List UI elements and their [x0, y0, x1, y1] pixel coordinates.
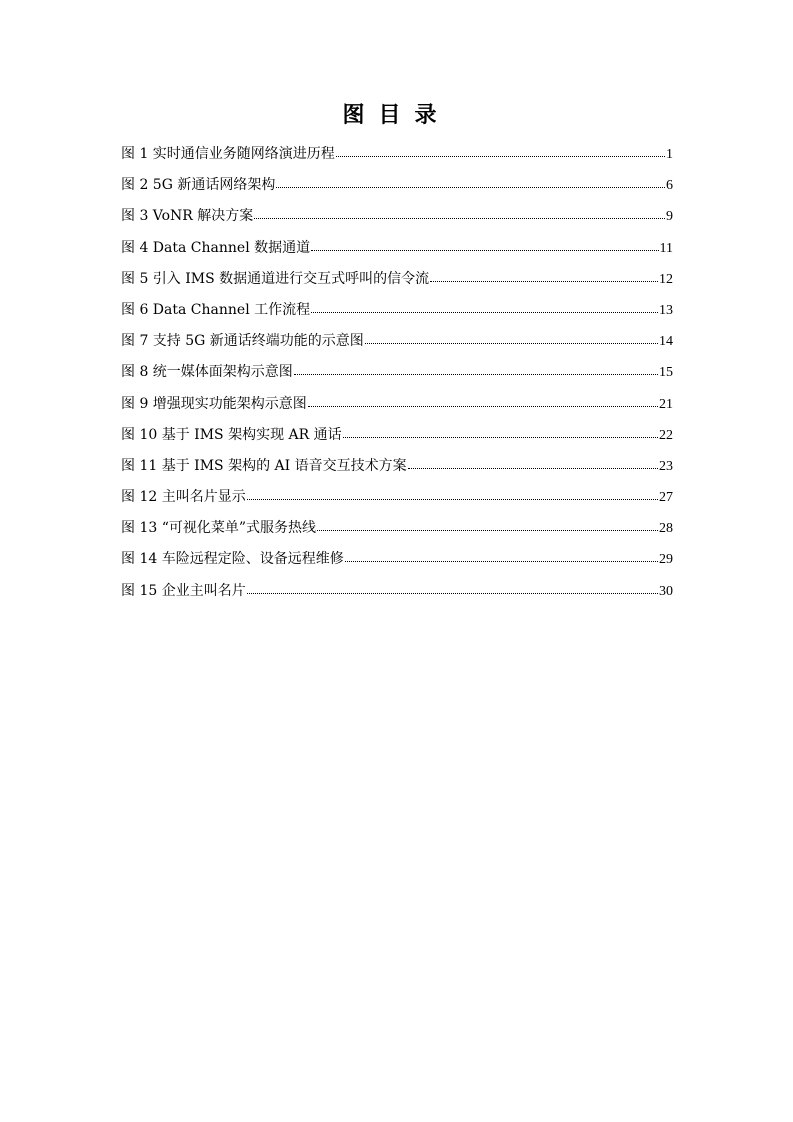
toc-entry-label: 图 8 统一媒体面架构示意图	[121, 364, 293, 381]
toc-entry-label: 图 5 引入 IMS 数据通道进行交互式呼叫的信令流	[121, 270, 430, 287]
toc-entry-page: 6	[666, 178, 673, 194]
toc-entry[interactable]	[121, 515, 673, 546]
toc-entry[interactable]	[121, 453, 673, 484]
toc-entry-page: 9	[666, 209, 673, 225]
dot-leader	[247, 579, 658, 594]
toc-entry-page: 13	[659, 302, 673, 318]
toc-entry-page: 1	[666, 147, 673, 162]
dot-leader	[247, 485, 658, 500]
toc-entry-label: 图 9 增强现实功能架构示意图	[121, 395, 307, 412]
toc-entry-page: 14	[659, 334, 673, 350]
toc-entry-label: 图 7 支持 5G 新通话终端功能的示意图	[121, 333, 364, 350]
dot-leader	[430, 267, 658, 282]
dot-leader	[308, 392, 658, 407]
toc-entry[interactable]	[121, 578, 673, 609]
toc-entry-label: 图 11 基于 IMS 架构的 AI 语音交互技术方案	[121, 457, 407, 474]
toc-entry-page: 21	[659, 396, 673, 412]
toc-entry[interactable]	[121, 328, 673, 359]
toc-entry-page: 30	[659, 583, 673, 599]
toc-entry-label: 图 6 Data Channel 工作流程	[121, 301, 311, 318]
toc-entry[interactable]	[121, 172, 673, 203]
toc-entry-page: 12	[659, 271, 673, 287]
toc-entry-label: 图 10 基于 IMS 架构实现 AR 通话	[121, 426, 342, 443]
toc-entry-label: 图 3 VoNR 解决方案	[121, 208, 254, 225]
toc-entry[interactable]	[121, 235, 673, 266]
toc-entry[interactable]	[121, 546, 673, 577]
dot-leader	[311, 236, 658, 251]
toc-entry[interactable]	[121, 359, 673, 390]
toc-entry-label: 图 15 企业主叫名片	[121, 582, 246, 599]
toc-entry-page: 28	[659, 521, 673, 537]
toc-entry-page: 11	[659, 240, 673, 256]
dot-leader	[408, 454, 658, 469]
dot-leader	[294, 360, 658, 375]
toc-entry-page: 29	[659, 552, 673, 568]
toc-entry[interactable]	[121, 391, 673, 422]
dot-leader	[276, 173, 665, 188]
toc-entry[interactable]	[121, 422, 673, 453]
dot-leader	[345, 547, 658, 562]
dot-leader	[311, 298, 658, 313]
toc-entry-page: 23	[659, 458, 673, 474]
figure-list	[121, 141, 673, 609]
toc-entry-label: 图 14 车险远程定险、设备远程维修	[121, 551, 344, 568]
toc-entry[interactable]	[121, 484, 673, 515]
toc-entry-page: 27	[659, 490, 673, 506]
toc-entry[interactable]	[121, 203, 673, 234]
toc-entry-label: 图 13 “可视化菜单”式服务热线	[121, 520, 317, 537]
toc-entry-label: 图 2 5G 新通话网络架构	[121, 177, 276, 194]
toc-entry[interactable]	[121, 297, 673, 328]
toc-entry[interactable]	[121, 266, 673, 297]
dot-leader	[254, 204, 665, 219]
toc-entry-page: 22	[659, 427, 673, 443]
toc-entry-label: 图 4 Data Channel 数据通道	[121, 239, 311, 256]
dot-leader	[336, 142, 665, 157]
toc-entry-label: 图 1 实时通信业务随网络演进历程	[121, 146, 335, 162]
dot-leader	[343, 423, 658, 438]
page-title: 图目录	[342, 103, 451, 128]
toc-entry-label: 图 12 主叫名片显示	[121, 489, 246, 506]
toc-entry[interactable]	[121, 141, 673, 172]
dot-leader	[317, 516, 658, 531]
toc-entry-page: 15	[659, 365, 673, 381]
dot-leader	[365, 329, 658, 344]
